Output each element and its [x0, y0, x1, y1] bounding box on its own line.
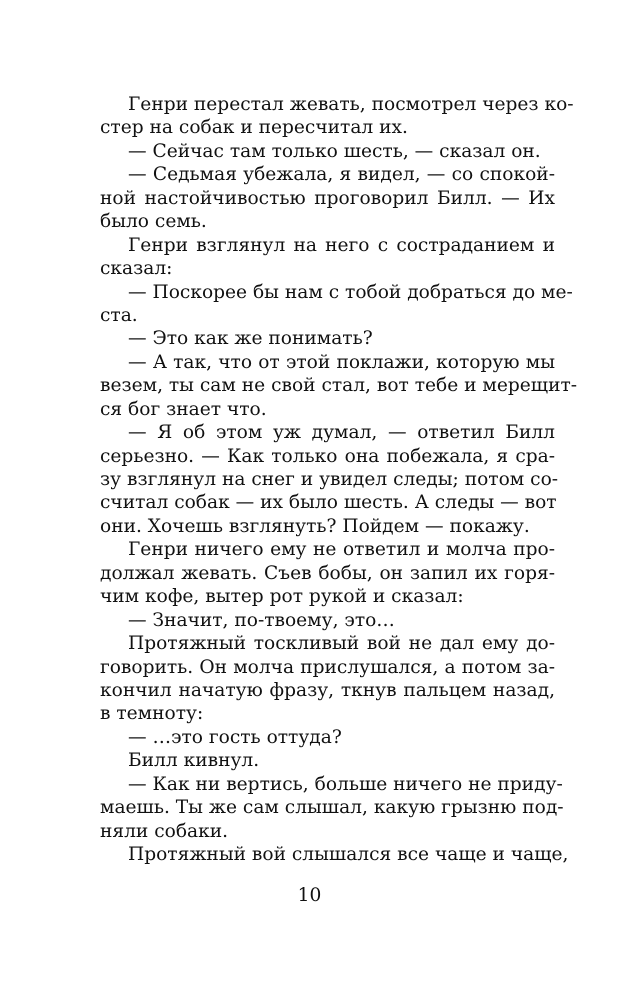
text-line: говорить. Он молча прислушался, а потом за- [100, 656, 555, 678]
text-line: — Это как же понимать? [128, 328, 373, 350]
page-number: 10 [297, 885, 322, 906]
text-line: — Я об этом уж думал, — ответил Билл [128, 422, 555, 444]
text-line: ной настойчивостью проговорил Билл. — Их [100, 187, 555, 209]
text-line: везем, ты сам не свой стал, вот тебе и мерещит- [100, 375, 578, 397]
text-line: сказал: [100, 258, 173, 280]
text-line: должал жевать. Съев бобы, он запил их горя- [100, 562, 555, 584]
text-line: Протяжный тоскливый вой не дал ему до- [128, 633, 555, 655]
text-line: няли собаки. [100, 820, 229, 842]
text-line: Билл кивнул. [128, 750, 260, 772]
text-line: Протяжный вой слышался все чаще и чаще, [128, 844, 569, 865]
text-line: Генри ничего ему не ответил и молча про- [128, 539, 555, 561]
text-line: ста. [100, 304, 138, 326]
text-line: — Значит, по-твоему, это… [128, 609, 395, 631]
text-line: — Сейчас там только шесть, — сказал он. [128, 140, 541, 162]
text-line: кончил начатую фразу, ткнув пальцем назад, [100, 679, 555, 701]
text-line: Генри перестал жевать, посмотрел через ко- [128, 94, 574, 115]
text-line: чим кофе, вытер рот рукой и сказал: [100, 586, 464, 608]
text-line: маешь. Ты же сам слышал, какую грызню под- [100, 797, 564, 819]
body-text [100, 93, 578, 866]
text-line: в темноту: [100, 703, 204, 725]
text-line: — Седьмая убежала, я видел, — со спокой- [128, 164, 555, 186]
text-line: — Как ни вертись, больше ничего не приду- [128, 773, 563, 795]
text-line: было семь. [100, 211, 207, 233]
text-line: Генри взглянул на него с состраданием и [128, 234, 555, 256]
text-line: стер на собак и пересчитал их. [100, 117, 408, 139]
text-line: ся бог знает что. [100, 398, 267, 420]
text-line: — …это гость оттуда? [128, 726, 342, 748]
text-line: считал собак — их было шесть. А следы — вот [100, 492, 557, 514]
text-line: серьезно. — Как только она побежала, я сра- [100, 445, 555, 467]
text-line: зу взглянул на снег и увидел следы; потом со- [100, 469, 559, 490]
text-line: — А так, что от этой поклажи, которую мы [128, 351, 555, 373]
text-line: — Поскорее бы нам с тобой добраться до ме- [128, 281, 573, 303]
text-line: они. Хочешь взглянуть? Пойдем — покажу. [100, 515, 530, 537]
